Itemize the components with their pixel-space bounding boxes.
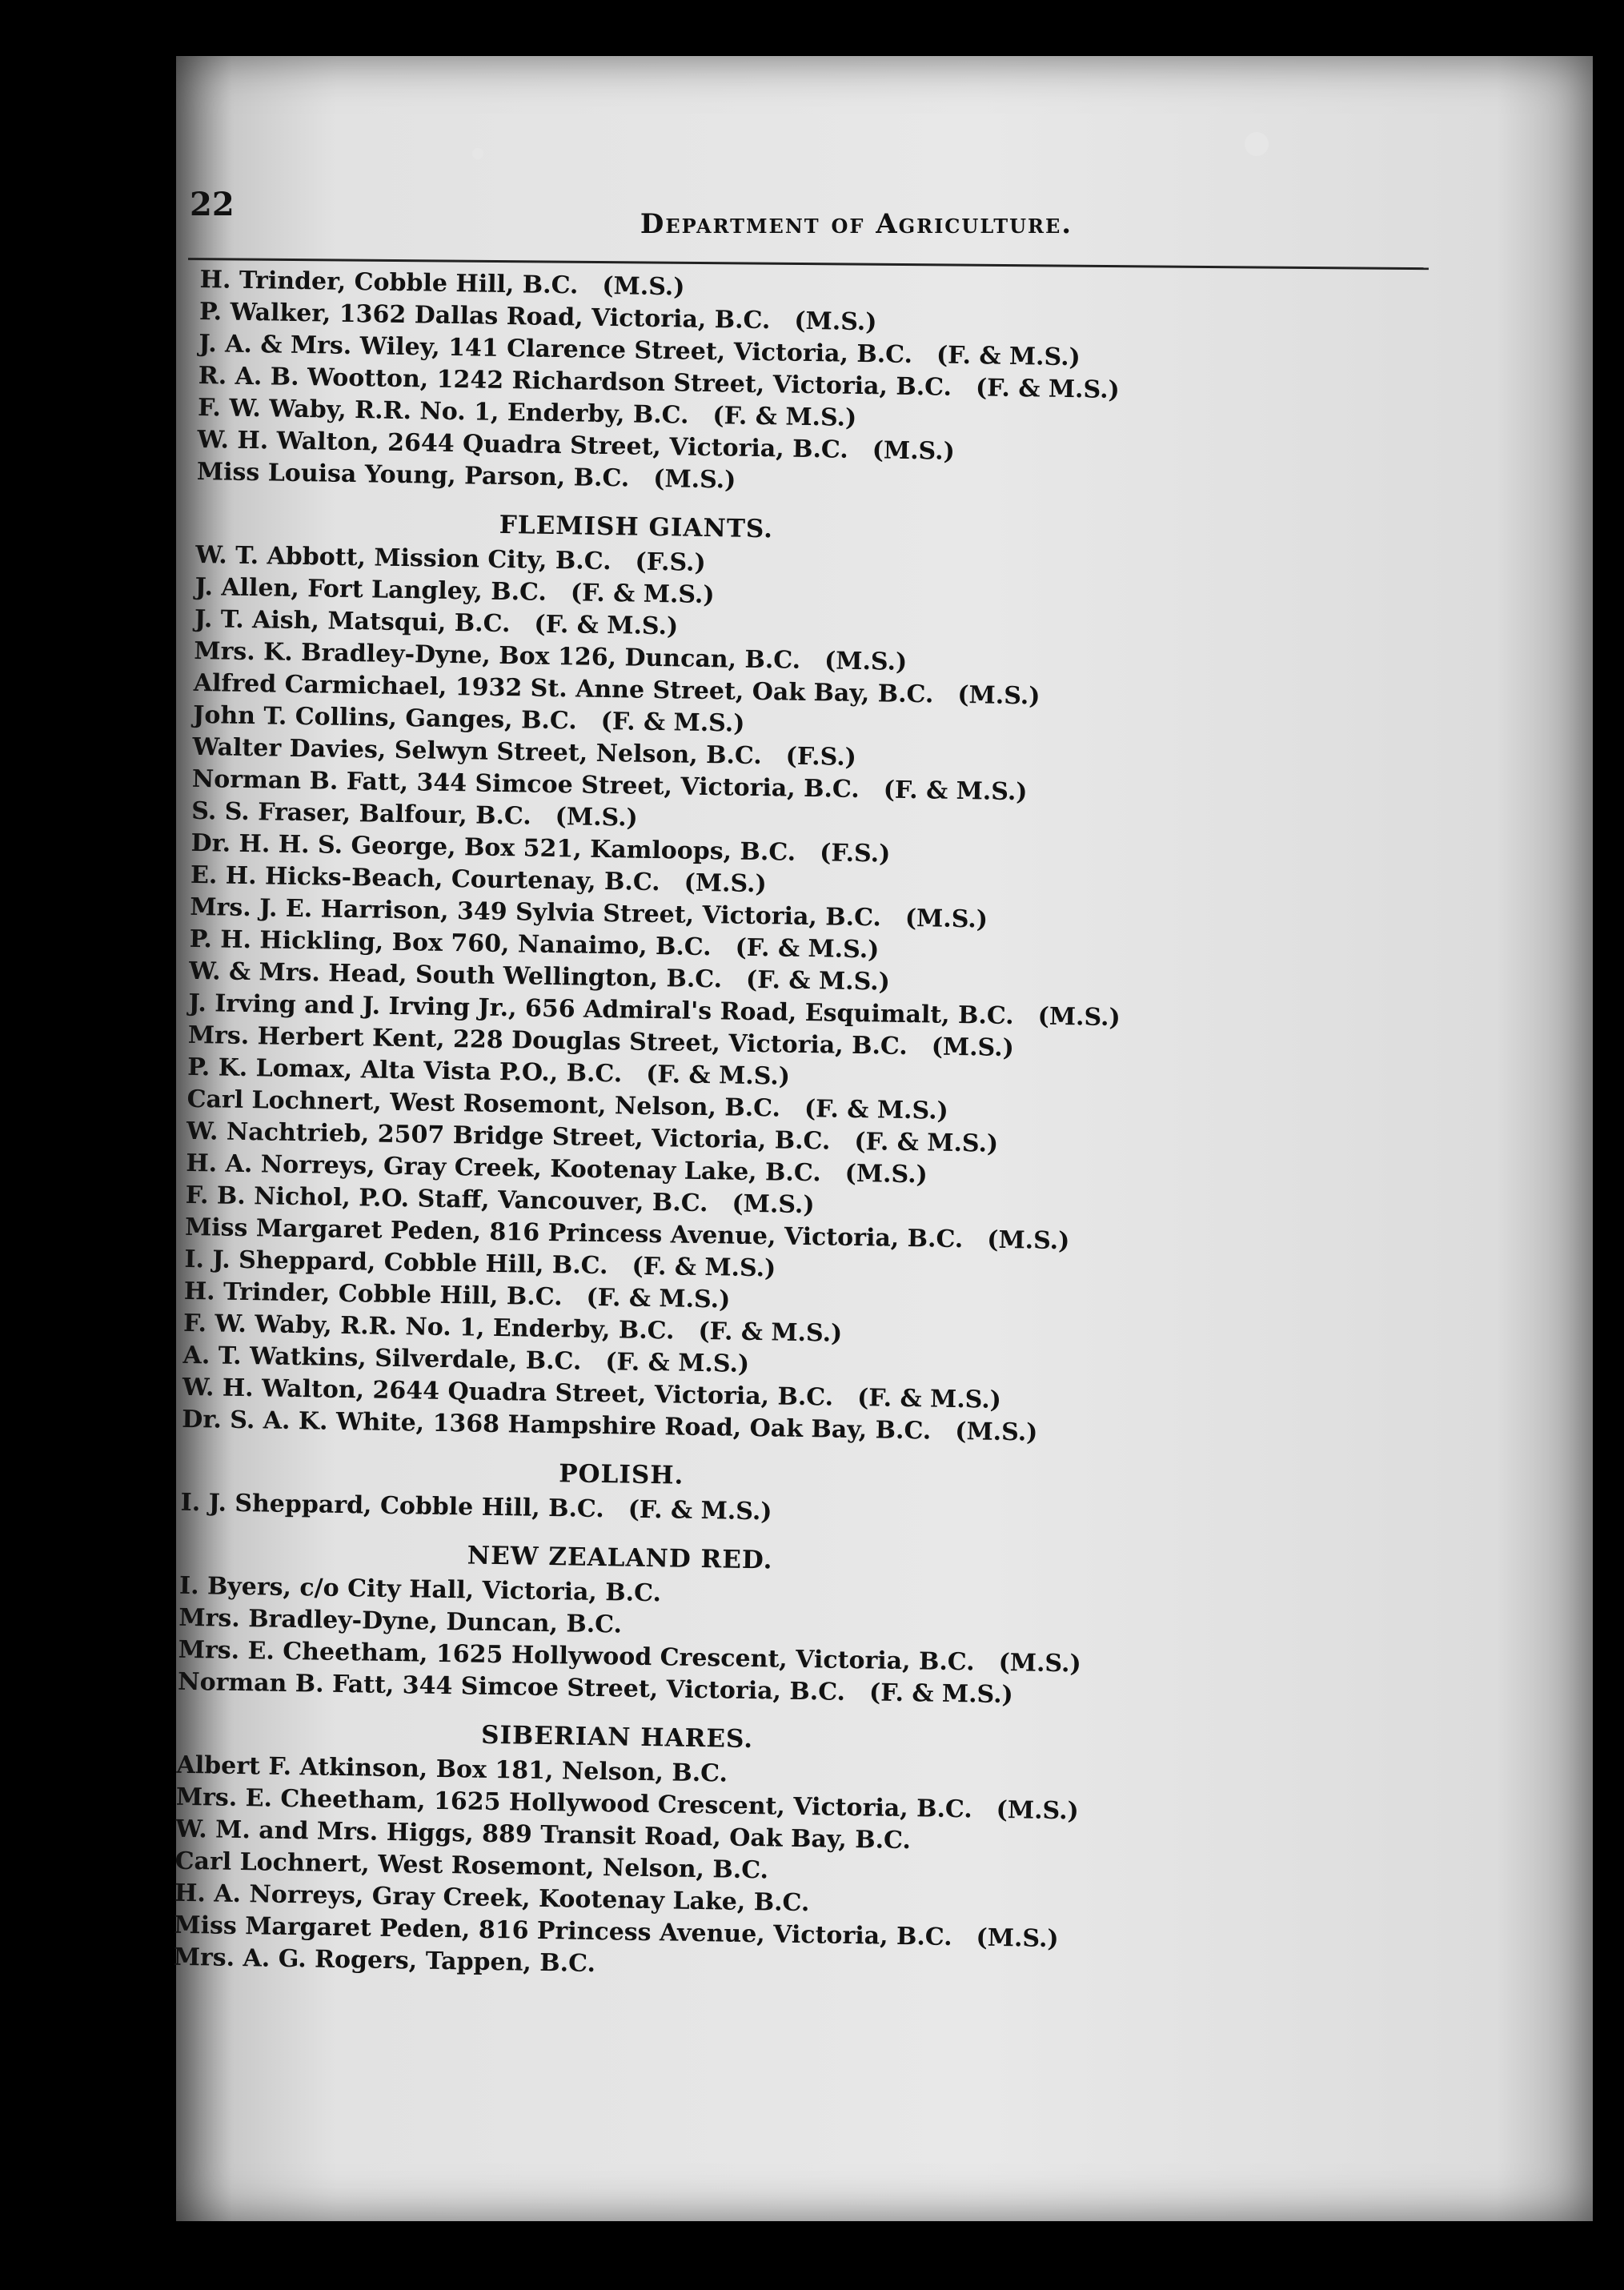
stock-code: (F. & M.S.): [975, 374, 1121, 405]
breeder-name-address: J. T. Aish, Matsqui, B.C.: [194, 604, 511, 639]
breeder-name-address: F. W. Waby, R.R. No. 1, Enderby, B.C.: [182, 1309, 675, 1346]
stock-code: [833, 1890, 834, 1918]
breeder-name-address: W. T. Abbott, Mission City, B.C.: [195, 540, 612, 576]
stock-code: (M.S.): [732, 1189, 815, 1220]
breeder-name-address: J. Irving and J. Irving Jr., 656 Admiral's Road, Esquimalt, B.C.: [188, 989, 1014, 1031]
breeder-name-address: Dr. H. H. S. George, Box 521, Kamloops, B.C.: [190, 828, 796, 867]
scan-dust-speck: [472, 148, 483, 159]
section-heading: NEW ZEALAND RED.: [467, 1541, 773, 1575]
breeder-name-address: E. H. Hicks-Beach, Courtenay, B.C.: [190, 860, 660, 897]
breeder-name-address: S. S. Fraser, Balfour, B.C.: [190, 796, 531, 831]
stock-code: (M.S.): [844, 1159, 928, 1189]
stock-code: (F.S.): [785, 742, 857, 772]
breeder-name-address: J. Allen, Fort Langley, B.C.: [194, 572, 547, 607]
stock-code: (F. & M.S.): [735, 933, 880, 965]
stock-code: (M.S.): [602, 271, 685, 302]
breeder-name-address: Miss Margaret Peden, 816 Princess Avenue, Victoria, B.C.: [184, 1213, 964, 1254]
stock-code: (M.S.): [653, 464, 736, 495]
breeder-name-address: H. Trinder, Cobble Hill, B.C.: [183, 1277, 563, 1312]
breeder-name-address: W. H. Walton, 2644 Quadra Street, Victoria, B.C.: [197, 425, 849, 464]
stock-code: (F. & M.S.): [854, 1127, 999, 1158]
stock-code: (F. & M.S.): [586, 1283, 731, 1314]
breeder-name-address: Mrs. E. Cheetham, 1625 Hollywood Crescent, Victoria, B.C.: [178, 1635, 975, 1677]
stock-code: (F. & M.S.): [534, 610, 679, 641]
breed-section: [178, 1532, 1429, 1718]
breed-section: [182, 501, 1445, 1455]
breeder-name-address: I. J. Sheppard, Cobble Hill, B.C.: [184, 1245, 608, 1281]
stock-code: (F. & M.S.): [804, 1094, 949, 1125]
stock-code: (F. & M.S.): [628, 1495, 772, 1526]
breeder-name-address: H. Trinder, Cobble Hill, B.C.: [199, 265, 579, 300]
breeder-name-address: Dr. S. A. K. White, 1368 Hampshire Road, Oak Bay, B.C.: [182, 1405, 932, 1446]
breeder-name-address: A. T. Watkins, Silverdale, B.C.: [182, 1341, 582, 1376]
stock-code: (M.S.): [955, 1417, 1038, 1447]
stock-code: [685, 1580, 686, 1608]
breeder-name-address: P. H. Hickling, Box 760, Nanaimo, B.C.: [189, 924, 712, 962]
breeder-name-address: Mrs. Herbert Kent, 228 Douglas Street, Victoria, B.C.: [187, 1021, 908, 1061]
section-heading: FLEMISH GIANTS.: [499, 510, 774, 544]
continued-list: [197, 264, 1449, 507]
breeder-name-address: R. A. B. Wootton, 1242 Richardson Street, Victoria, B.C.: [198, 361, 952, 402]
stock-code: (M.S.): [986, 1225, 1070, 1256]
breeder-name-address: Norman B. Fatt, 344 Simcoe Street, Victoria, B.C.: [191, 764, 860, 804]
stock-code: (F. & M.S.): [570, 579, 715, 610]
stock-code: (M.S.): [931, 1033, 1015, 1063]
breeder-name-address: Norman B. Fatt, 344 Simcoe Street, Victoria, B.C.: [177, 1667, 846, 1706]
breeder-name-address: J. A. & Mrs. Wiley, 141 Clarence Street, Victoria, B.C.: [198, 329, 913, 369]
stock-code: (M.S.): [1037, 1002, 1121, 1033]
breeder-name-address: F. B. Nichol, P.O. Staff, Vancouver, B.C.: [185, 1181, 708, 1218]
breeder-name-address: I. J. Sheppard, Cobble Hill, B.C.: [180, 1488, 604, 1524]
breeder-name-address: W. Nachtrieb, 2507 Bridge Street, Victoria, B.C.: [186, 1117, 831, 1156]
stock-code: (F.S.): [635, 547, 706, 577]
stock-code: (M.S.): [996, 1795, 1080, 1826]
stock-code: (F. & M.S.): [645, 1060, 791, 1091]
breeder-name-address: W. & Mrs. Head, South Wellington, B.C.: [188, 957, 723, 994]
breeder-name-address: Mrs. J. E. Harrison, 349 Sylvia Street, Victoria, B.C.: [190, 892, 882, 932]
breeder-name-address: Alfred Carmichael, 1932 St. Anne Street, Oak Bay, B.C.: [193, 668, 934, 709]
stock-code: (F. & M.S.): [883, 776, 1028, 807]
breeder-name-address: Mrs. Bradley-Dyne, Duncan, B.C.: [178, 1603, 623, 1639]
stock-code: (M.S.): [998, 1648, 1081, 1678]
stock-code: (M.S.): [794, 307, 877, 337]
breeder-name-address: W. M. and Mrs. Higgs, 889 Transit Road, Oak Bay, B.C.: [175, 1815, 912, 1855]
listing-body: [173, 264, 1448, 1993]
breeder-name-address: P. K. Lomax, Alta Vista P.O., B.C.: [186, 1053, 623, 1089]
breeder-name-address: Albert F. Atkinson, Box 181, Nelson, B.C.: [176, 1751, 728, 1788]
stock-code: (M.S.): [976, 1923, 1059, 1954]
breeder-name-address: John T. Collins, Ganges, B.C.: [192, 700, 577, 736]
stock-code: (F. & M.S.): [712, 402, 857, 432]
breeder-name-address: P. Walker, 1362 Dallas Road, Victoria, B.C.: [198, 297, 771, 335]
breeder-name-address: Miss Louisa Young, Parson, B.C.: [196, 457, 630, 493]
scan-dust-speck: [1245, 132, 1269, 156]
stock-code: (M.S.): [872, 436, 956, 466]
stock-code: (F. & M.S.): [600, 707, 745, 738]
stock-code: (F. & M.S.): [632, 1252, 776, 1283]
stock-code: [646, 1611, 647, 1639]
breeder-name-address: Mrs. A. G. Rogers, Tappen, B.C.: [173, 1943, 596, 1979]
breeder-name-address: Carl Lochnert, West Rosemont, Nelson, B.C.: [186, 1085, 781, 1123]
breed-sections: [173, 501, 1445, 1993]
breeder-name-address: F. W. Waby, R.R. No. 1, Enderby, B.C.: [197, 393, 689, 430]
breeder-name-address: Walter Davies, Selwyn Street, Nelson, B.C.: [192, 732, 762, 771]
breeder-name-address: I. Byers, c/o City Hall, Victoria, B.C.: [178, 1571, 662, 1608]
breeder-name-address: W. H. Walton, 2644 Quadra Street, Victoria, B.C.: [182, 1373, 834, 1412]
section-heading: POLISH.: [558, 1459, 684, 1490]
stock-code: (F. & M.S.): [605, 1348, 750, 1378]
breeder-name-address: H. A. Norreys, Gray Creek, Kootenay Lake, B.C.: [174, 1879, 810, 1918]
section-heading: SIBERIAN HARES.: [480, 1720, 754, 1755]
stock-code: (M.S.): [904, 904, 988, 934]
breeder-name-address: Carl Lochnert, West Rosemont, Nelson, B.C.: [174, 1847, 769, 1885]
stock-code: (M.S.): [957, 680, 1041, 711]
stock-code: (F. & M.S.): [868, 1678, 1014, 1710]
running-head: Department of Agriculture.: [640, 208, 1073, 240]
breeder-name-address: Miss Margaret Peden, 816 Princess Avenue, Victoria, B.C.: [174, 1911, 952, 1952]
stock-code: [792, 1857, 793, 1885]
stock-code: (F. & M.S.): [745, 965, 891, 997]
stock-code: (F. & M.S.): [856, 1384, 1002, 1414]
stock-code: (M.S.): [684, 868, 768, 899]
stock-code: (F. & M.S.): [698, 1317, 843, 1348]
page-number: 22: [190, 186, 235, 223]
stock-code: (M.S.): [555, 803, 639, 832]
stock-code: (F.S.): [819, 839, 891, 868]
breeder-name-address: H. A. Norreys, Gray Creek, Kootenay Lake, B.C.: [186, 1149, 821, 1188]
breed-section: [180, 1449, 1430, 1538]
breed-section: [173, 1711, 1426, 1993]
stock-code: [935, 1827, 936, 1855]
breeder-name-address: Mrs. E. Cheetham, 1625 Hollywood Crescent, Victoria, B.C.: [175, 1783, 972, 1824]
stock-code: (M.S.): [824, 647, 908, 676]
breeder-name-address: Mrs. K. Bradley-Dyne, Box 126, Duncan, B.C.: [194, 636, 801, 675]
stock-code: (F. & M.S.): [936, 341, 1081, 372]
